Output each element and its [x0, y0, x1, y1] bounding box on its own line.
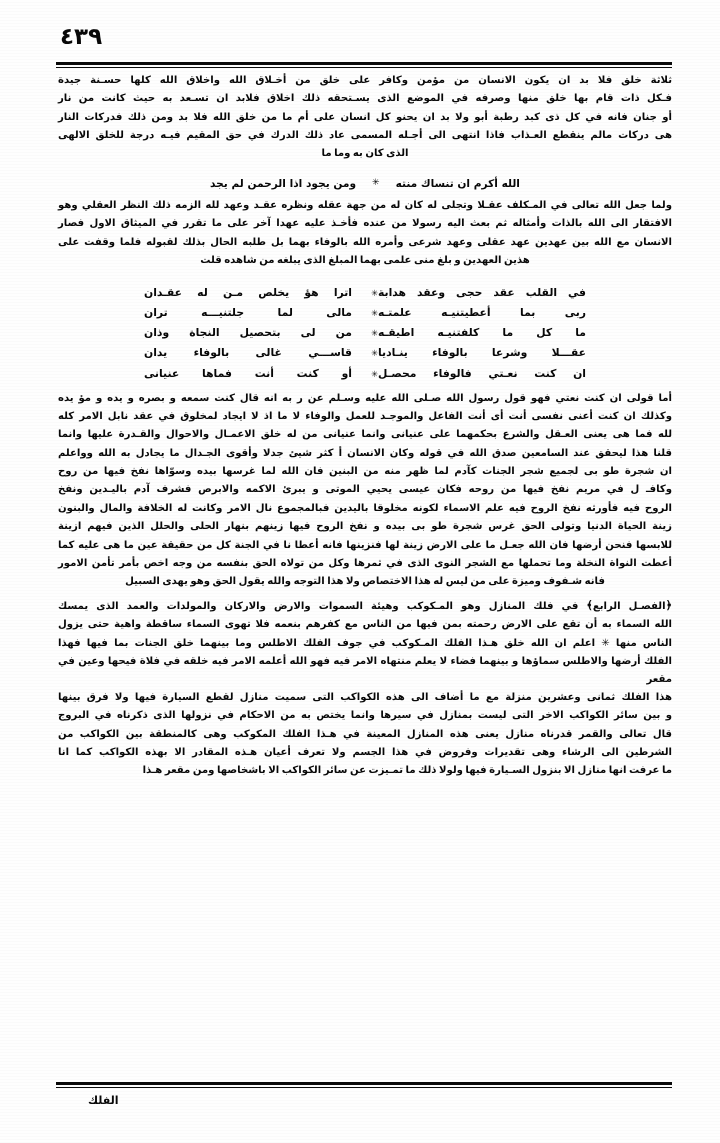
section-heading-rest: في فلك المنازل وهو المـكوكب وهيئة السموات والارض والاركان والمولدات والعمد الذى يمسك — [58, 600, 587, 612]
poem-line — [58, 364, 672, 384]
hemistich-first: من لى بتحصيل النجاة وذان — [144, 326, 352, 340]
bottom-rule-thick — [56, 1082, 672, 1085]
hemistich-second: ما كل ما كلفتنيـه اطيقـه — [378, 326, 586, 340]
text-line: الانسان مع الله بين عهدين عهد عقلى وعهد شرعى وأمره الله بالوفاء بهما بل طلبه الحال بذلك لقبوله فلما وقفت على — [58, 236, 672, 248]
catchword: الفلك — [88, 1094, 119, 1107]
text-line: الذى كان به وما ما — [321, 148, 409, 160]
hemistich-second: ومن يجود اذا الرحمن لم يجد — [210, 177, 357, 190]
hemistich-second: ان كنت نعـتي فالوفاء محصـل — [378, 366, 586, 380]
verse-separator-icon: ✳ — [370, 349, 378, 360]
ornament-open-icon: ﴿ — [665, 598, 673, 612]
poem-line — [58, 343, 672, 363]
text-line: زينة الحياة الدنيا وتولى الحق غرس شجرة طو بى بيده و نفخ الروح فيها زينهم بنهار الحلى والحلل الذين فيهم ازينة — [58, 521, 672, 533]
top-rule-thick — [56, 62, 672, 65]
text-line: فانه شـفوف وميزة على من ليس له هذا الاختصاص ولا هذا التوجه والله يقول الحق وهو يهدى السبيل — [125, 576, 605, 588]
ornament-close-icon: ﴾ — [586, 598, 593, 612]
text-line: هذا الفلك ثمانى وعشرين منزلة مع ما أضاف الى هذه الكواكب التى سميت منازل لقطع السيارة فيها ولا فرق بينها — [58, 691, 672, 703]
hemistich-first: الله أكرم ان تنساك منته — [395, 177, 520, 190]
hemistich-first: أو كنت أنت فماها عنيانى — [144, 366, 352, 380]
poem-line — [58, 283, 672, 303]
page-header — [0, 26, 720, 60]
section-heading-line — [58, 597, 672, 616]
section-title: الفصـل الرابع — [592, 600, 666, 612]
verse-separator-icon: ✳ — [370, 309, 378, 320]
verse-line — [58, 175, 672, 193]
block-spacer — [58, 270, 672, 275]
hemistich-first: اترا هؤ يخلص مـن له عقـدان — [144, 286, 352, 300]
text-line: أما قولى ان كنت نعتي فهو قول رسول الله صـلى الله عليه وسـلم عن ر به انه قال كنت سمعه و بصره و يده و مؤ يده — [58, 392, 672, 404]
text-line: الفلك أرضها والاطلس سماؤها و بينهما فضاء لا يعلم منتهاه الامر فيه فهو الله أعلمه الامر فيه خلقه في فلاة فيحها وعين في مقعر — [58, 656, 672, 685]
text-line: الروح فيه فأورثه نفخ الروح فيه علم الاسماء لكونه مخلوقا باليدين فبالمجموع نال الامر وكانت له الخلافة والمال والبنون — [58, 502, 672, 514]
hemistich-first: مالى لما جلتنيـــه تران — [144, 306, 352, 320]
top-rule-thin — [56, 67, 672, 68]
text-line: أو جنان فانه في كل ذى كبد رطبة أبو ولا بد ان يحنو كل انسان على أم ما من خلق الله فلا بد ومن ذلك فدركات النار — [58, 111, 672, 123]
text-line: الشرطين الى الرشاء وهى تقديرات وفروض في هذا الجسم ولا تعرف أعيان هـذه المقادر الا بهذه الكواكب كما انا — [58, 747, 672, 758]
verse-separator-icon: ✳ — [370, 329, 378, 340]
text-line: قال تعالى والقمر قدرناه منازل يعنى هذه المنازل المعينة في هـذا الفلك المكوكب وهى كالمنطقة بين الكواكب من — [58, 728, 672, 740]
text-line: الافتقار الى الله بالذات وأمثاله ثم بعث اليه رسولا من عنده فأخـذ عليه عهدا آخر على ما تقرر في الميثاق الاول فصار — [58, 218, 672, 230]
poem-line — [58, 303, 672, 323]
text-line: ان شجرة طو بى لجميع شجر الجنات كآدم لما ظهر منه من البنين فان الله لما غرسها بيده وسوّاها نفخ فيها من روح — [58, 466, 672, 478]
verse-separator-icon: ✳ — [370, 369, 378, 380]
text-line: ولما جعل الله تعالى في المـكلف عقـلا وتجلى له كان له من جهة عقله ونظره عقـد وعهد لله الزمه ذلك النظر العقلي وهو — [58, 199, 672, 211]
page-number: ٤٣٩ — [60, 24, 103, 50]
text-line: قلنا هذا ليحقق عند السامعين صدق الله في قوله وكان الانسان أ كثر شيئ جدلا وأقوى الجـدال ما يجادل به الله وواعلم — [58, 447, 672, 459]
hemistich-second: عقـــلا وشرعا بالوفاء ينـاديا — [378, 346, 586, 360]
text-body — [58, 72, 672, 786]
hemistich-first: قاســـي غالى بالوفاء يدان — [144, 346, 352, 360]
text-line: الناس منها ✳ اعلم ان الله خلق هـذا الفلك المـكوكب في جوف الفلك الاطلس وما بينهما خلق الجنات بما فيها فهذا — [58, 637, 672, 649]
poem-block — [58, 283, 672, 383]
text-line: هذين العهدين و بلغ منى علمى بهما المبلغ الذى يبلغه من شاهده قلت — [200, 254, 530, 266]
verse-separator-icon: ✳ — [372, 177, 380, 188]
text-line: للابسها فنحن أرضها فان الله جعـل ما على الارض زينة لها فنزينها فانه أعطا نا في الجنة كل من حقيقة عين ما هى عليه كما — [58, 539, 672, 551]
text-line: لله فما هى يعنى العـقل والشرع بحكمهما على عنيانى وانما عنيانى من له خلق الاعمـال والاحوال والقـدرة عليها وانما — [58, 429, 672, 441]
text-line: ثلاثة خلق فلا بد ان يكون الانسان من مؤمن وكافر على خلق من أخـلاق الله واخلاق الله كلها حسـنة جيدة — [58, 75, 672, 86]
text-line: هى دركات مالم ينقطع العـذاب فاذا انتهى الى أجـله المسمى عاد ذلك الدرك في حق المقيم فيـه درجة للخلق الالهى — [58, 130, 672, 142]
text-line: و بين سائر الكواكب الاخر التى ليست بمنازل في سيرها وانما يختص به من الاحكام في نزولها الذى ذكرناه في البروج — [58, 710, 672, 722]
text-line: ما عرفت انها منازل الا بنزول السـيارة فيها ولولا ذلك ما تمـيزت عن سائر الكواكب الا باشخاصها ومن مقعر هـذا — [142, 765, 672, 777]
poem-line — [58, 323, 672, 343]
text-line: الله السماء به أن تقع على الارض رحمته بمن فيها من الناس مع كفرهم بنعمه فلا تهوى السماء ساقطة واهية حتى يزول — [58, 619, 672, 631]
bottom-rule-thin — [56, 1087, 672, 1088]
text-line: وكذلك ان كنت أعنى نفسى أنت أى أنت الفاعل والموجـد للعمل والوفاء لا ما اذ لا ايجاد لمخلوق في عقد نابل الامر كله — [58, 410, 672, 422]
text-line: وكافـ ل في مريم نفخ فيها من روحه فكان عيسى يحيي الموتى و يبرئ الاكمه والابرص فشرف آدم باليـدين ونفخ — [58, 484, 672, 496]
block-spacer — [58, 781, 672, 786]
text-line: أعطت النواة النخلة وما تحملها مع الشجر النوى الذى في ثمرها وكل من تولاه الحق بنفسه من وجه اخص بأمر تأمن الامور — [58, 557, 672, 569]
block-spacer — [58, 164, 672, 169]
hemistich-second: ربى بما أعطيتنيـه علمتـه — [378, 306, 586, 320]
verse-separator-icon: ✳ — [370, 289, 378, 300]
hemistich-second: في القلب عقد حجى وعقد هدابة — [378, 286, 586, 300]
text-line: فـكل ذات قام بها خلق منها وصرفه في الموضع الذى يسـتحقه ذلك اخلاق فلابد ان تسـعد به حيث كانت من نار — [58, 93, 672, 105]
